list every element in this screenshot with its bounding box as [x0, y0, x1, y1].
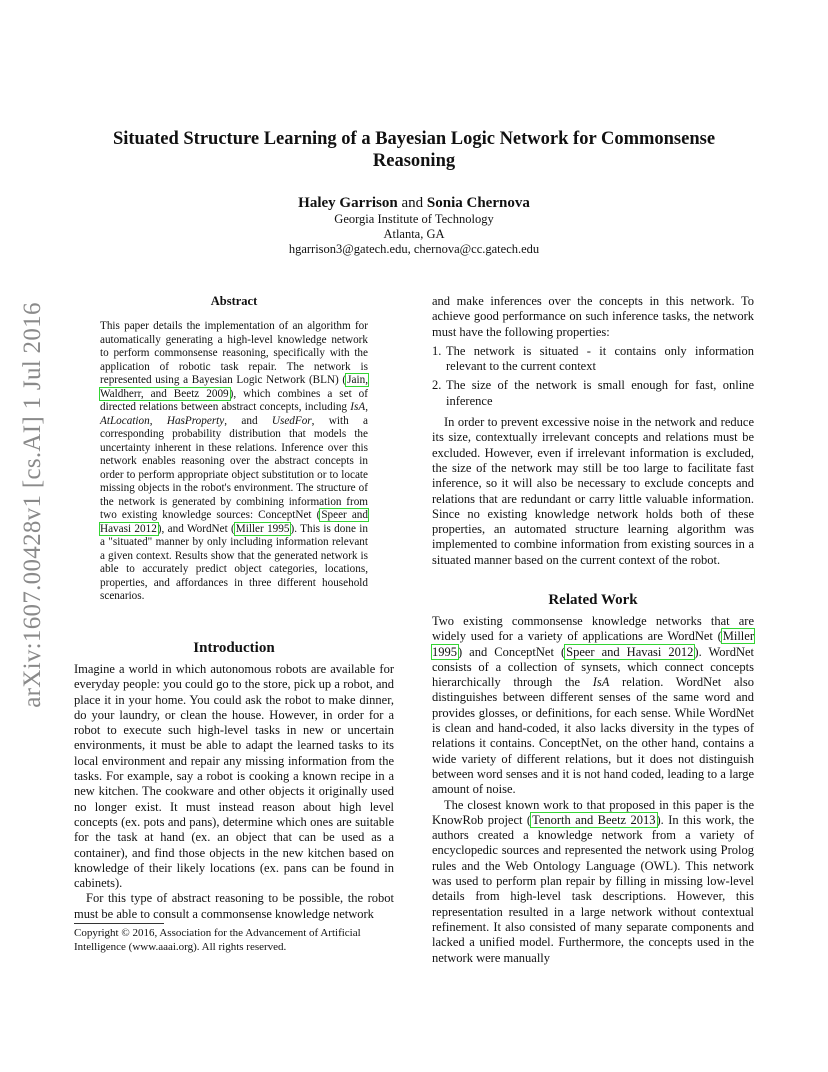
- abstract-body: This paper details the implementation of an algorithm for automatically generating a high-level knowledge network to perform commonsense reasoning, specifically with the application of robotic task repair. The network is represented using a Bayesian Logic Network (BLN) (Jain, Waldherr, and Beetz 2009), which combines a set of directed relations between abstract concepts, including IsA, AtLocation, HasProperty, and UsedFor, with a corresponding probability distribution that models the uncertainty inherent in these relations. Inference over this network enables reasoning over the abstract concepts in order to perform appropriate object substitution or to locate missing objects in the robot's environment. The structure of the network is generated by combining information from two existing knowledge sources: ConceptNet (Speer and Havasi 2012), and WordNet (Miller 1995). This is done in a "situated" manner by only including information relevant a given context. Results show that the generated network is able to accurately predict object categories, locations, properties, and affordances in three different household scenarios.: [100, 320, 369, 602]
- paragraph: For this type of abstract reasoning to be possible, the robot must be able to consult a commonsense knowledge network: [74, 891, 394, 921]
- paragraph: In order to prevent excessive noise in the network and reduce its size, contextually irrelevant concepts and relations must be excluded. However, even if irrelevant information is excluded, the size of the network may still be too large to facilitate fast inference, so it will also be necessary to exclude concepts and relations that are redundant or carry little valuable information. Since no existing knowledge network holds both of these properties, an automated structure learning algorithm was implemented to combine information from existing sources in a situated manner based on the current context of the robot.: [432, 415, 754, 567]
- right-column: [432, 294, 754, 568]
- list-item: 1. The network is situated - it contains only information relevant to the current context: [432, 343, 754, 374]
- citation-link[interactable]: Speer and Havasi 2012: [566, 644, 694, 659]
- list-item: 2. The size of the network is small enough for fast, online inference: [432, 378, 754, 408]
- related-work-heading: Related Work: [548, 592, 638, 608]
- paper-title: Situated Structure Learning of a Bayesian Logic Network for Commonsense Reasoning: [112, 129, 716, 171]
- copyright-footnote: Copyright © 2016, Association for the Advancement of Artificial Intelligence (www.aaai.org). All rights reserved.: [74, 927, 361, 953]
- citation-link[interactable]: Jain, Waldherr, and Beetz 2009: [100, 374, 368, 400]
- citation-link[interactable]: Speer and Havasi 2012: [100, 509, 368, 535]
- property-list: [432, 344, 754, 409]
- paragraph: The closest known work to that proposed in this paper is the KnowRob project (Tenorth and Beetz 2013). In this work, the authors created a knowledge network from a variety of encyclopedic sources and represented the network using Prolog rules and the Web Ontology Language (OWL). This network was used to perform plan repair by filling in missing low-level details from high-level task descriptions. However, this representation resulted in a large network without contextual refinement. It also consisted of many separate components and lacked a unified model. Furthermore, the concepts used in the network were manually: [432, 797, 754, 965]
- author-line: [74, 194, 754, 212]
- introduction-body: [74, 662, 394, 922]
- affiliation-institution: Georgia Institute of Technology: [334, 212, 494, 226]
- related-work-body: [432, 614, 754, 966]
- affiliation-location: Atlanta, GA: [383, 227, 445, 241]
- abstract-heading: Abstract: [210, 294, 258, 308]
- author-conjunction: and: [401, 195, 424, 211]
- introduction-heading: Introduction: [193, 640, 275, 656]
- arxiv-identifier: [8, 302, 58, 708]
- citation-link[interactable]: Miller 1995: [432, 629, 754, 659]
- author-name: Sonia Chernova: [426, 195, 530, 211]
- affiliation-emails: hgarrison3@gatech.edu, chernova@cc.gatech.edu: [288, 242, 540, 256]
- arxiv-identifier-text: arXiv:1607.00428v1 [cs.AI] 1 Jul 2016: [19, 302, 46, 708]
- paragraph: Two existing commonsense knowledge networks that are widely used for a variety of applications are WordNet (Miller 1995) and ConceptNet (Speer and Havasi 2012). WordNet consists of a collection of synsets, which connect concepts hierarchically through the IsA relation. WordNet also distinguishes between different senses of the same word and provides glosses, or definitions, for each sense. While WordNet is clean and hand-coded, it also lacks diversity in the types of relations it contains. ConceptNet, on the other hand, contains a wide variety of different relations, but it does not distinguish between word senses and it is not hand coded, leading to a large amount of noise.: [432, 614, 754, 797]
- footnote-rule: [74, 923, 164, 924]
- citation-link[interactable]: Miller 1995: [235, 522, 290, 535]
- paragraph: and make inferences over the concepts in this network. To achieve good performance on such inference tasks, the network must have the following properties:: [432, 294, 754, 339]
- author-name: Haley Garrison: [298, 195, 398, 211]
- paragraph: Imagine a world in which autonomous robots are available for everyday people: you could go to the store, pick up a robot, and place it in your home. You could ask the robot to make dinner, do your laundry, or clean the house. However, in order for a robot to execute such high-level tasks in new or uncertain environments, it must be able to adapt the learned tasks to its local environment and repair any missing information from the tasks. For example, say a robot is cooking a known recipe in a new kitchen. The cookware and other objects it originally used no longer exist. It must instead reason about high level concepts (ex. pots and pans), determine which ones are suitable for the task at hand (ex. an object that can be used as a container), and find those objects in the new kitchen based on knowledge of their likely locations (ex. pans can be found in cabinets).: [74, 662, 394, 891]
- citation-link[interactable]: Tenorth and Beetz 2013: [532, 812, 656, 827]
